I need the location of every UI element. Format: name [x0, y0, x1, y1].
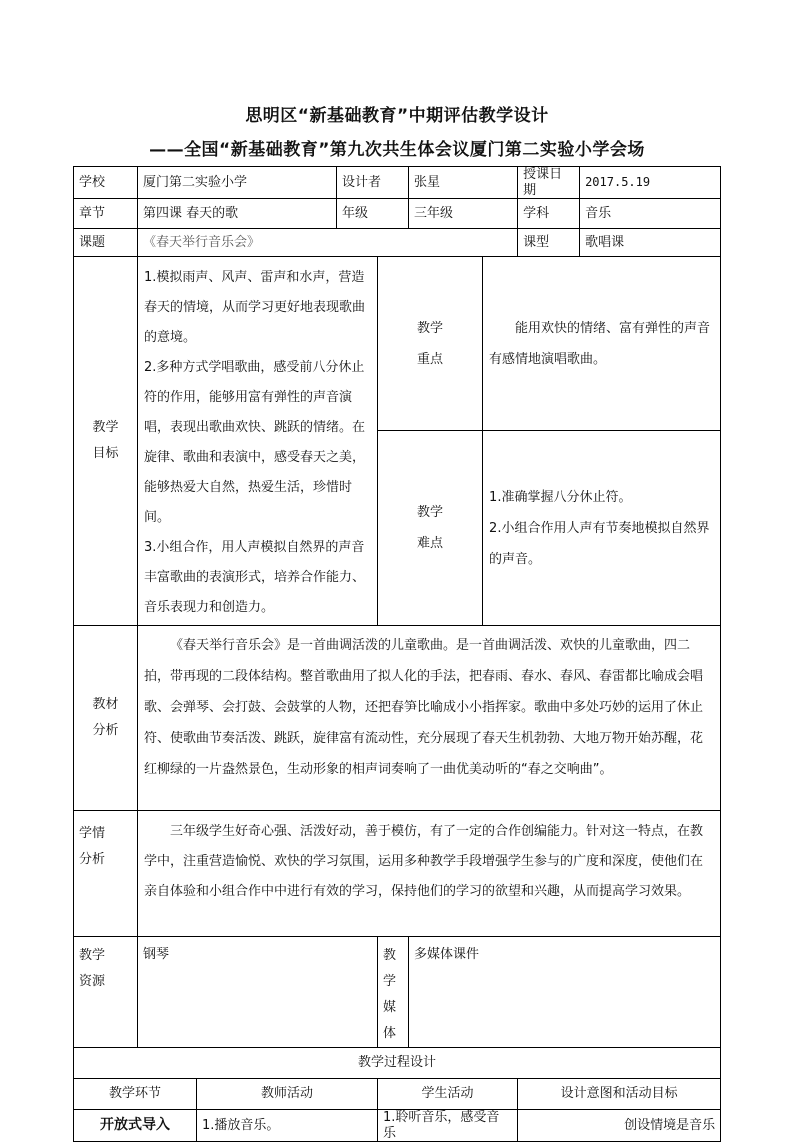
- chapter-value: 第四课 春天的歌: [138, 199, 337, 229]
- key-label-2: 重点: [417, 351, 444, 367]
- header-student: 学生活动: [378, 1079, 518, 1110]
- media-label-2: 媒体: [383, 1000, 397, 1042]
- page-subtitle: ——全国“新基础教育”第九次共生体会议厦门第二实验小学会场: [149, 140, 645, 160]
- type-value: 歌唱课: [580, 229, 721, 257]
- goal-item: 1.模拟雨声、风声、雷声和水声，营造春天的情境，从而学习更好地表现歌曲的意境。: [144, 270, 366, 346]
- designer-label: 设计者: [337, 167, 409, 199]
- designer-value: 张星: [409, 167, 518, 199]
- resources-value: 钢琴: [138, 937, 378, 1048]
- material-row: [74, 626, 721, 811]
- difficulty-label: [378, 430, 483, 625]
- info-row-3: [74, 229, 721, 257]
- goal-item: 3.小组合作，用人声模拟自然界的声音丰富歌曲的表演形式，培养合作能力、音乐表现力和创造力。: [144, 540, 366, 616]
- date-label: 授课日期: [518, 167, 580, 199]
- students-row: [74, 811, 721, 937]
- type-label: 课型: [518, 229, 580, 257]
- student-cell: 1.聆听音乐，感受音乐: [378, 1110, 518, 1142]
- intent-cell: 创设情境是音乐: [518, 1110, 721, 1142]
- material-label-2: 分析: [92, 723, 119, 739]
- media-label-1: 教学: [383, 948, 397, 990]
- key-label-1: 教学: [417, 320, 444, 336]
- process-title: 教学过程设计: [74, 1048, 721, 1079]
- page-title: 思明区“新基础教育”中期评估教学设计: [245, 106, 549, 126]
- material-content: 《春天举行音乐会》是一首曲调活泼的儿童歌曲。是一首曲调活泼、欢快的儿童歌曲，四二拍，带再现的二段体结构。整首歌曲用了拟人化的手法，把春雨、春水、春风、春雷都比喻成会唱歌、会弹琴、会打鼓、会鼓掌的人物，还把春笋比喻成小小指挥家。歌曲中多处巧妙的运用了休止符、使歌曲节奏活泼、跳跃，旋律富有流动性，充分展现了春天生机勃勃、大地万物开始苏醒，花红柳绿的一片盎然景色，生动形象的相声词奏响了一曲优美动听的“春之交响曲”。: [138, 626, 721, 811]
- media-value: 多媒体课件: [409, 937, 721, 1048]
- material-label-1: 教材: [92, 697, 119, 713]
- resources-label-1: 教学: [79, 948, 106, 964]
- students-label-2: 分析: [79, 852, 106, 868]
- topic-value: 《春天举行音乐会》: [138, 229, 518, 257]
- subject-label: 学科: [518, 199, 580, 229]
- subject-value: 音乐: [580, 199, 721, 229]
- info-row-2: [74, 199, 721, 229]
- header-intent: 设计意图和活动目标: [518, 1079, 721, 1110]
- key-label: [378, 257, 483, 431]
- media-label: [378, 937, 409, 1048]
- process-header-row: [74, 1079, 721, 1110]
- school-label: 学校: [74, 167, 138, 199]
- topic-label: 课题: [74, 229, 138, 257]
- difficulty-label-1: 教学: [417, 505, 444, 521]
- grade-value: 三年级: [409, 199, 518, 229]
- goal-item: 2.多种方式学唱歌曲，感受前八分休止符的作用，能够用富有弹性的声音演唱，表现出歌曲欢快、跳跃的情绪。在旋律、歌曲和表演中，感受春天之美，能够热爱大自然，热爱生活，珍惜时间。: [144, 360, 366, 526]
- students-label-1: 学情: [79, 826, 106, 842]
- goals-content: [138, 257, 378, 626]
- header-stage: 教学环节: [74, 1079, 197, 1110]
- difficulty-content: [483, 430, 721, 625]
- header-teacher: 教师活动: [197, 1079, 378, 1110]
- goals-label-1: 教学: [92, 420, 119, 436]
- difficulty-item: 1.准确掌握八分休止符。: [489, 489, 632, 505]
- info-row-1: [74, 167, 721, 199]
- lesson-plan-table: [73, 166, 721, 1142]
- date-value: 2017.5.19: [580, 167, 721, 199]
- teacher-cell: 1.播放音乐。: [197, 1110, 378, 1142]
- process-row: [74, 1110, 721, 1142]
- difficulty-label-2: 难点: [417, 536, 444, 552]
- goals-row: [74, 257, 721, 431]
- students-content: 三年级学生好奇心强、活泼好动，善于模仿，有了一定的合作创编能力。针对这一特点，在教学中，注重营造愉悦、欢快的学习氛围，运用多种教学手段增强学生参与的广度和深度，使他们在亲自体验和小组合作中中进行有效的学习，保持他们的学习的欲望和兴趣，从而提高学习效果。: [138, 811, 721, 937]
- grade-label: 年级: [337, 199, 409, 229]
- resources-label: [74, 937, 138, 1048]
- process-title-row: [74, 1048, 721, 1079]
- key-content: 能用欢快的情绪、富有弹性的声音有感情地演唱歌曲。: [483, 257, 721, 431]
- students-label: [74, 811, 138, 937]
- difficulty-item: 2.小组合作用人声有节奏地模拟自然界的声音。: [489, 520, 710, 567]
- goals-label: [74, 257, 138, 626]
- material-label: [74, 626, 138, 811]
- chapter-label: 章节: [74, 199, 138, 229]
- school-value: 厦门第二实验小学: [138, 167, 337, 199]
- resources-row: [74, 937, 721, 1048]
- goals-label-2: 目标: [92, 446, 119, 462]
- stage-cell: 开放式导入: [74, 1110, 197, 1142]
- resources-label-2: 资源: [79, 974, 106, 990]
